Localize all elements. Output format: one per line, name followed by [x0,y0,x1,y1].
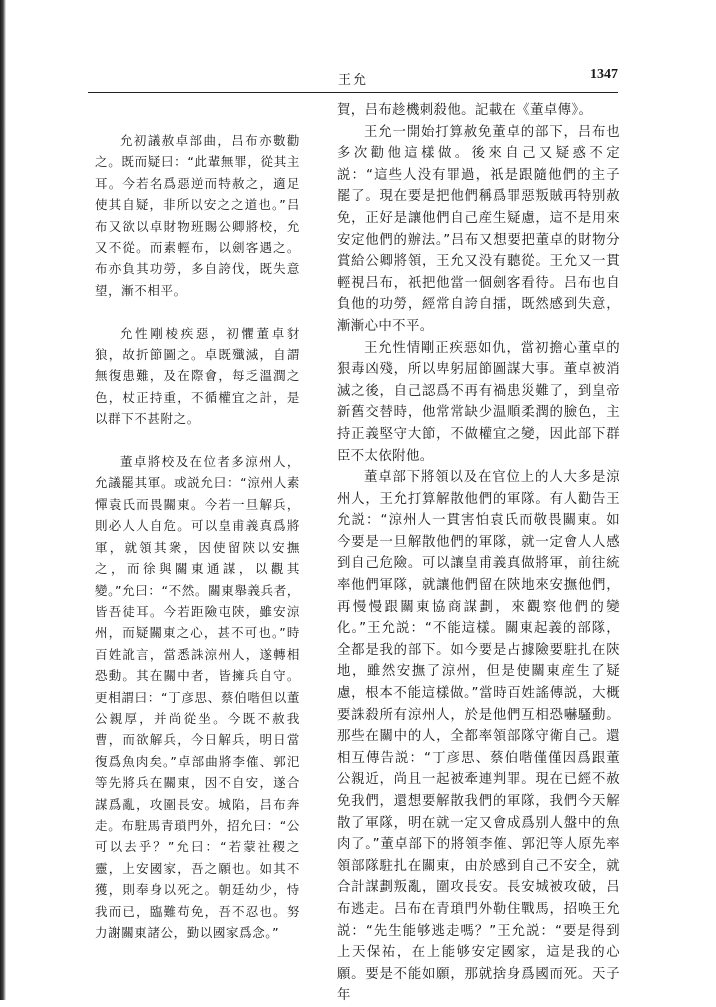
original-paragraph: 董卓將校及在位者多涼州人，允議罷其軍。或説允曰：“涼州人素憚袁氏而畏關東。今若一旦解兵，則必人人自危。可以皇甫義真爲將軍，就領其衆，因使留陝以安撫之，而徐與關東通謀，以觀其變。”允曰：“不然。關東舉義兵者，皆吾徒耳。今若距險屯陝，雖安涼州，而疑關東之心，甚不可也。”時百姓訛言，當悉誅涼州人，遂轉相恐動。其在關中者，皆擁兵自守。更相謂曰：“丁彦思、蔡伯喈但以董公親厚，并尚從坐。今既不赦我曹，而欲解兵，今日解兵，明日當復爲魚肉矣。”卓部曲將李傕、郭汜等先將兵在關東，因不自安，遂合謀爲亂，攻圍長安。城陷，吕布奔走。布駐馬青瑣門外，招允曰：“公可以去乎？”允曰：“若蒙社稷之靈，上安國家，吾之願也。如其不獲，則奉身以死之。朝廷幼少，恃我而已，臨難苟免，吾不忍也。努力謝關東諸公，勤以國家爲念。” [95,454,300,940]
running-title: 王允 [337,73,368,88]
translation-continued-line: 賀，吕布趁機刺殺他。記載在《董卓傳》。 [337,103,593,118]
header-rule [88,92,618,93]
translation-paragraph: 王允一開始打算赦免董卓的部下，吕布也多次勸他這樣做。後來自己又疑惑不定説：“這些人没有罪過，祇是跟隨他們的主子罷了。現在要是把他們稱爲罪惡叛賊再特别赦免，正好是讓他們自己産生疑慮，這不是用來安定他們的辦法。”吕布又想要把董卓的財物分賞給公卿將領，王允又没有聽從。王允又一貫輕視吕布，祇把他當一個劍客看待。吕布也自負他的功勞，經常自誇自擂，既然感到失意，漸漸心中不平。 [337,124,620,334]
original-paragraph: 允性剛棱疾惡，初懼董卓豺狼，故折節圖之。卓既殲滅，自謂無復患難，及在際會，每乏溫潤之色，杖正持重，不循權宜之計，是以群下不甚附之。 [95,325,300,427]
translation-column [337,100,620,1004]
original-text-column [95,130,300,940]
original-paragraph: 允初議赦卓部曲，吕布亦數勸之。既而疑曰：“此輩無罪，從其主耳。今若名爲惡逆而特赦之，適足使其自疑，非所以安之之道也。”吕布又欲以卓財物班賜公卿將校，允又不從。而素輕布，以劍客遇之。布亦負其功勞，多自誇伐，既失意望，漸不相平。 [95,133,300,298]
page-header [88,67,618,91]
page-edge-shadow [0,0,6,1000]
page-number: 1347 [590,67,618,82]
translation-paragraph: 王允性情剛正疾惡如仇，當初擔心董卓的狠毒凶殘，所以卑躬屈節圖謀大事。董卓被消滅之後，自己認爲不再有禍患災難了，到皇帝新舊交替時，他常常缺少温順柔潤的臉色，主持正義堅守大節，不做權宜之變，因此部下群臣不太依附他。 [337,340,620,464]
translation-paragraph: 董卓部下將領以及在官位上的人大多是涼州人，王允打算解散他們的軍隊。有人勸告王允説：“涼州人一貫害怕袁氏而敬畏關東。如今要是一旦解散他們的軍隊，就一定會人人感到自己危險。可以讓皇甫義真做將軍，前往統率他們軍隊，就讓他們留在陝地來安撫他們，再慢慢跟關東協商謀劃，來觀察他們的變化。”王允説：“不能這樣。關東起義的部隊，全都是我的部下。如今要是占據險要駐扎在陝地，雖然安撫了涼州，但是使關東産生了疑慮，根本不能這樣做。”當時百姓謠傳説，大概要誅殺所有涼州人，於是他們互相恐嚇騷動。那些在關中的人，全都率領部隊守衛自己。還相互傳告説：“丁彦思、蔡伯喈僅僅因爲跟董公親近，尚且一起被牽連判罪。現在已經不赦免我們，還想要解散我們的軍隊，我們今天解散了軍隊，明在就一定又會成爲别人盤中的魚肉了。”董卓部下的將領李傕、郭汜等人原先率領部隊駐扎在關東，由於感到自己不安全，就合計謀劃叛亂，圍攻長安。長安城被攻破，吕布逃走。吕布在青瑣門外勒住戰馬，招唤王允説：“先生能够逃走嗎？”王允説：“要是得到上天保祐，在上能够安定國家，這是我的心願。要是不能如願，那就捨身爲國而死。天子年 [337,470,620,1004]
